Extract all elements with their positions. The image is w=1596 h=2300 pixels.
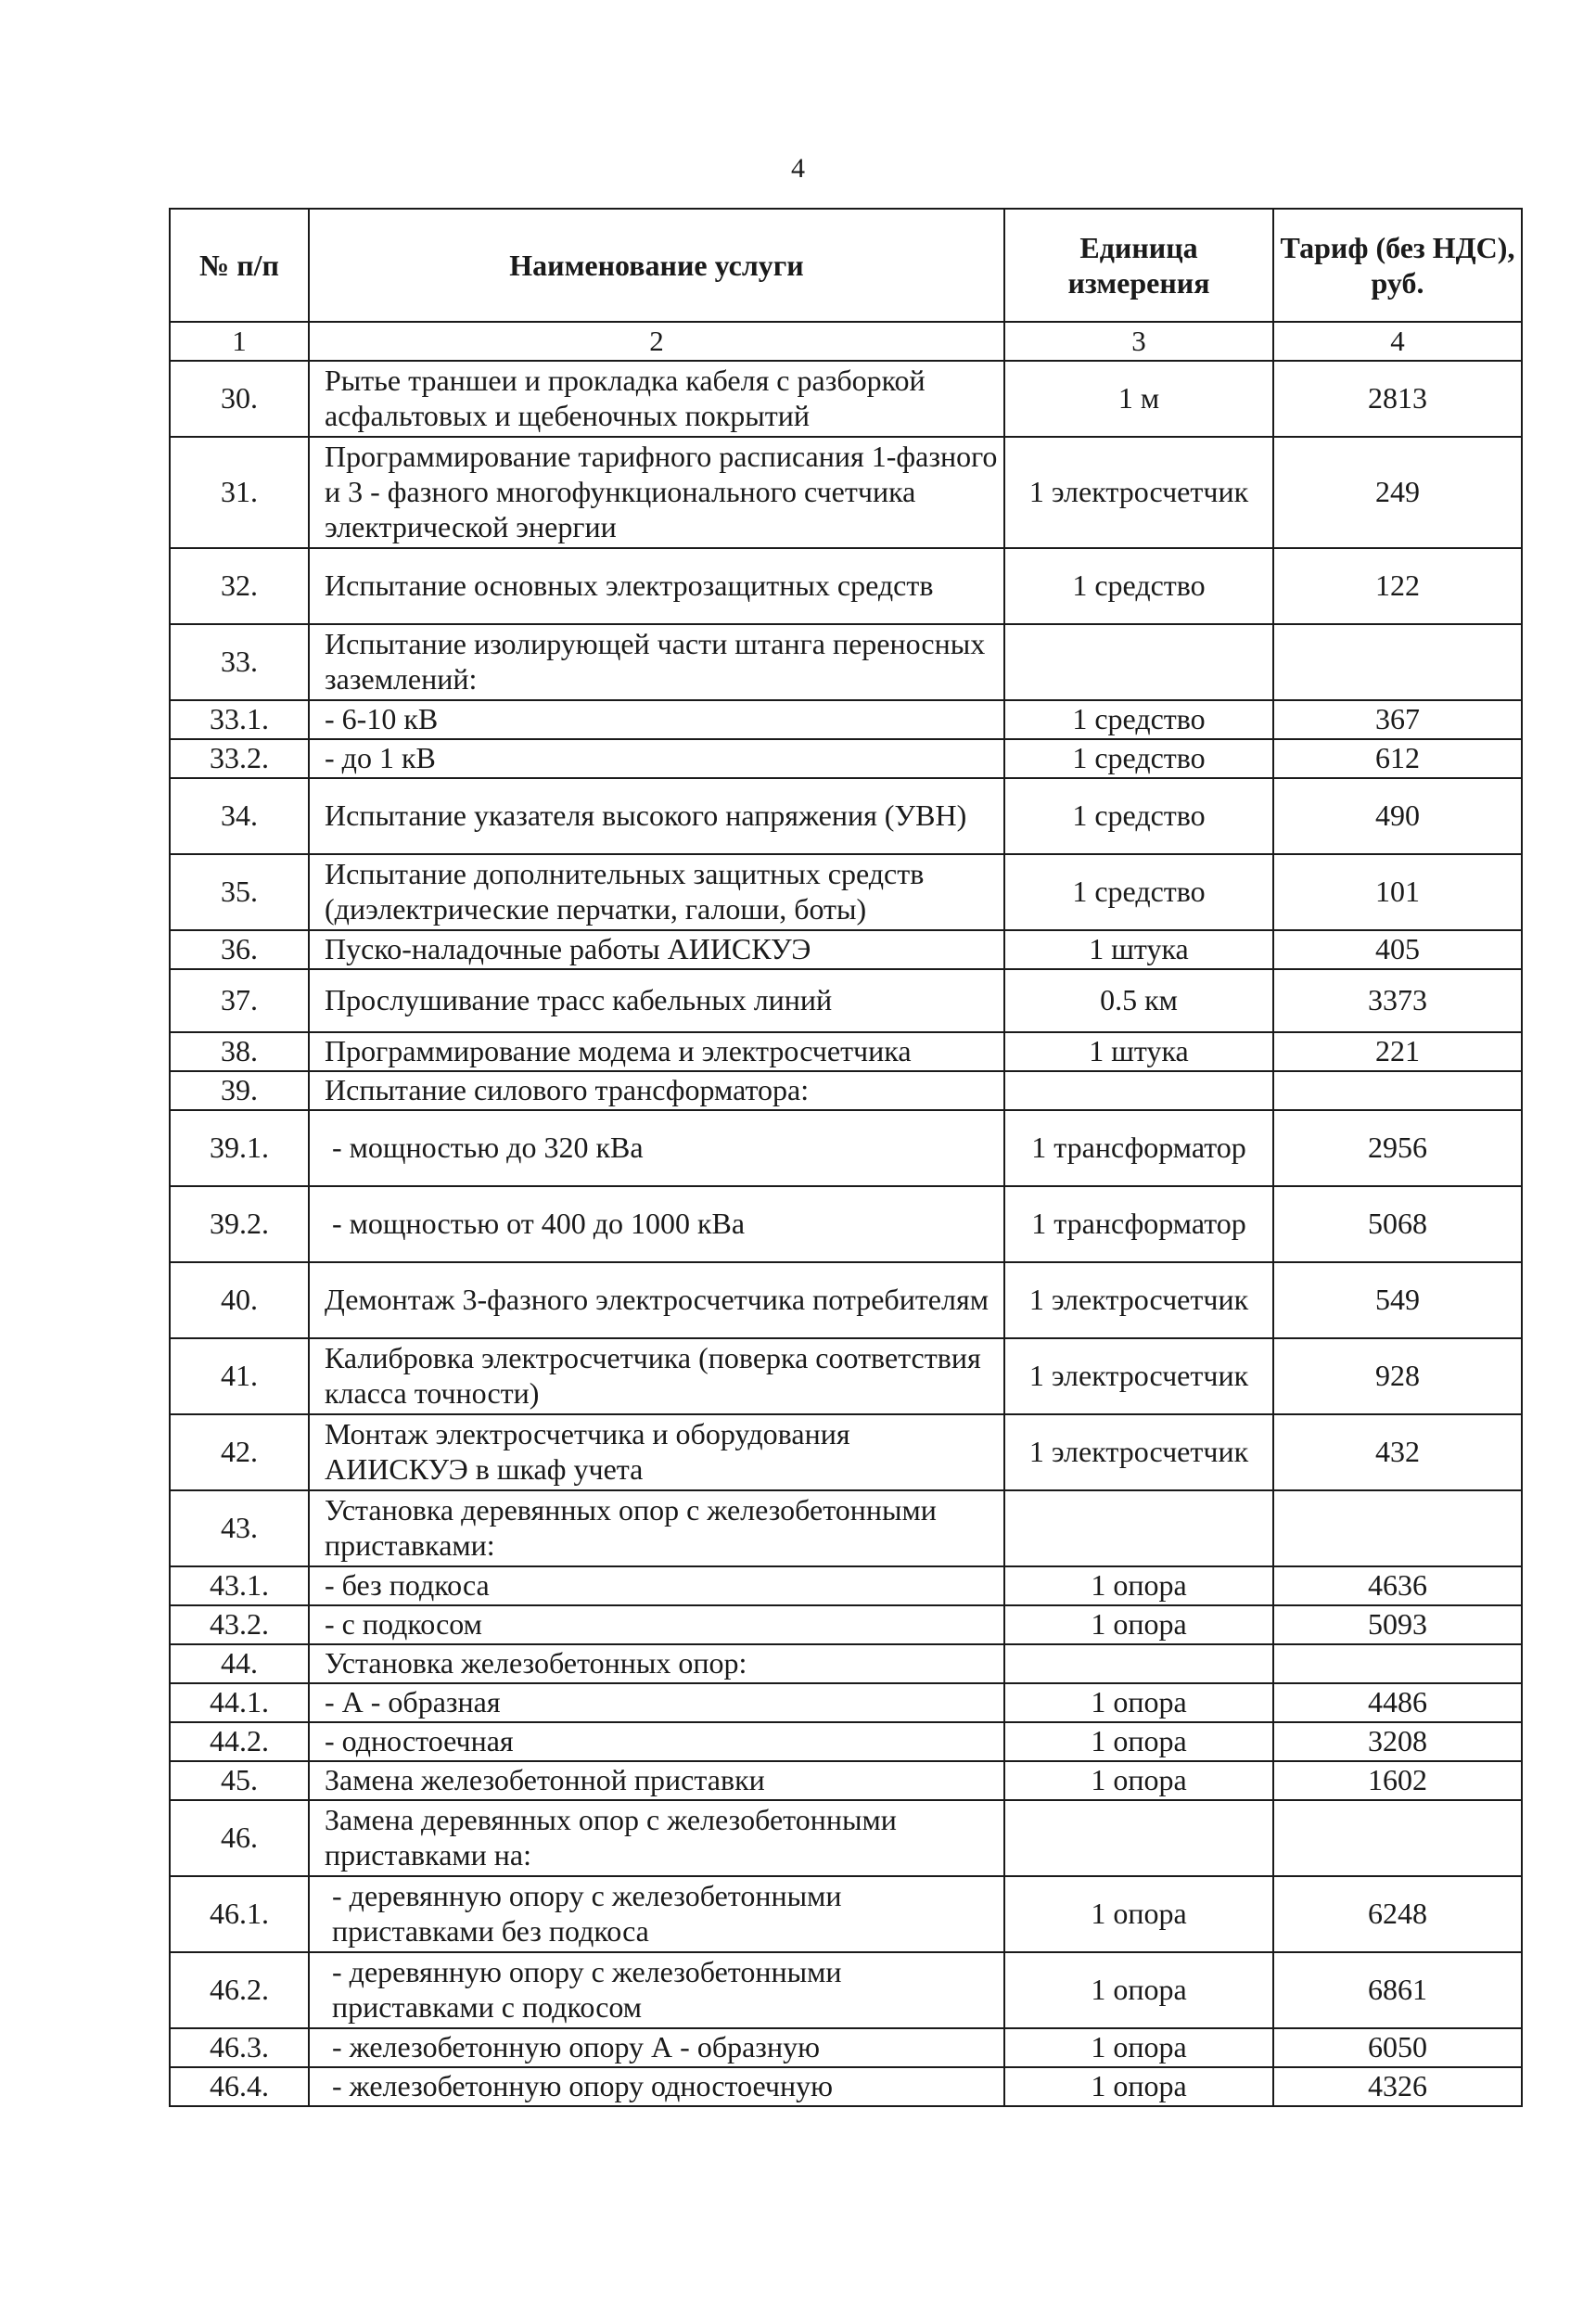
- table-row: [170, 1490, 1522, 1566]
- unit: 1 опора: [1004, 1876, 1273, 1952]
- unit: 1 электросчетчик: [1004, 437, 1273, 548]
- unit: 1 опора: [1004, 2067, 1273, 2106]
- header-num: № п/п: [170, 209, 309, 322]
- service-name: Программирование модема и электросчетчика: [309, 1032, 1004, 1071]
- unit: 0.5 км: [1004, 969, 1273, 1032]
- unit: 1 электросчетчик: [1004, 1414, 1273, 1490]
- row-number: 46.1.: [170, 1876, 309, 1952]
- row-number: 43.2.: [170, 1605, 309, 1644]
- service-name: Калибровка электросчетчика (поверка соответствия класса точности): [309, 1338, 1004, 1414]
- unit: 1 опора: [1004, 1605, 1273, 1644]
- tariff: 2813: [1273, 361, 1522, 437]
- row-number: 34.: [170, 778, 309, 854]
- tariff: 4636: [1273, 1566, 1522, 1605]
- row-number: 46.4.: [170, 2067, 309, 2106]
- service-name: Замена железобетонной приставки: [309, 1761, 1004, 1800]
- unit: [1004, 1071, 1273, 1110]
- tariff: [1273, 1071, 1522, 1110]
- service-name: - мощностью до 320 кВа: [309, 1110, 1004, 1186]
- row-number: 39.: [170, 1071, 309, 1110]
- table-row: [170, 969, 1522, 1032]
- header-unit: Единица измерения: [1004, 209, 1273, 322]
- tariff: [1273, 1644, 1522, 1683]
- service-name: Установка деревянных опор с железобетонными приставками:: [309, 1490, 1004, 1566]
- service-name: - 6-10 кВ: [309, 700, 1004, 739]
- unit: 1 штука: [1004, 1032, 1273, 1071]
- row-number: 39.1.: [170, 1110, 309, 1186]
- row-number: 46.: [170, 1800, 309, 1876]
- tariff: 1602: [1273, 1761, 1522, 1800]
- service-name: Программирование тарифного расписания 1-фазного и 3 - фазного многофункционального счетчика электрической энергии: [309, 437, 1004, 548]
- row-number: 37.: [170, 969, 309, 1032]
- unit: 1 средство: [1004, 854, 1273, 930]
- table-row: [170, 1876, 1522, 1952]
- table-header-row: [170, 209, 1522, 322]
- tariff: 6050: [1273, 2028, 1522, 2067]
- tariff: 6861: [1273, 1952, 1522, 2028]
- tariff: [1273, 1800, 1522, 1876]
- tariff: 122: [1273, 548, 1522, 624]
- tariff: 221: [1273, 1032, 1522, 1071]
- row-number: 42.: [170, 1414, 309, 1490]
- tariff-table: [169, 208, 1523, 2107]
- service-name: Демонтаж 3-фазного электросчетчика потребителям: [309, 1262, 1004, 1338]
- table-row: [170, 700, 1522, 739]
- service-name: Прослушивание трасс кабельных линий: [309, 969, 1004, 1032]
- tariff: 2956: [1273, 1110, 1522, 1186]
- row-number: 38.: [170, 1032, 309, 1071]
- service-name: - без подкоса: [309, 1566, 1004, 1605]
- service-name: Монтаж электросчетчика и оборудования АИИСКУЭ в шкаф учета: [309, 1414, 1004, 1490]
- service-name: - железобетонную опору А - образную: [309, 2028, 1004, 2067]
- table-row: [170, 1032, 1522, 1071]
- unit: 1 опора: [1004, 1761, 1273, 1800]
- table-row: [170, 1262, 1522, 1338]
- row-number: 44.2.: [170, 1722, 309, 1761]
- tariff: [1273, 624, 1522, 700]
- row-number: 41.: [170, 1338, 309, 1414]
- service-name: - деревянную опору с железобетонными приставками без подкоса: [309, 1876, 1004, 1952]
- column-number: 3: [1004, 322, 1273, 361]
- service-name: Испытание силового трансформатора:: [309, 1071, 1004, 1110]
- tariff: 3373: [1273, 969, 1522, 1032]
- table-row: [170, 548, 1522, 624]
- header-name: Наименование услуги: [309, 209, 1004, 322]
- unit: 1 средство: [1004, 739, 1273, 778]
- row-number: 40.: [170, 1262, 309, 1338]
- column-number: 4: [1273, 322, 1522, 361]
- table-row: [170, 1761, 1522, 1800]
- tariff: 6248: [1273, 1876, 1522, 1952]
- row-number: 33.2.: [170, 739, 309, 778]
- row-number: 30.: [170, 361, 309, 437]
- unit: 1 штука: [1004, 930, 1273, 969]
- unit: 1 средство: [1004, 548, 1273, 624]
- unit: [1004, 624, 1273, 700]
- tariff: 101: [1273, 854, 1522, 930]
- unit: 1 средство: [1004, 778, 1273, 854]
- table-row: [170, 1952, 1522, 2028]
- service-name: Испытание указателя высокого напряжения (УВН): [309, 778, 1004, 854]
- table-row: [170, 1338, 1522, 1414]
- row-number: 39.2.: [170, 1186, 309, 1262]
- tariff: 5093: [1273, 1605, 1522, 1644]
- table-row: [170, 930, 1522, 969]
- service-name: - с подкосом: [309, 1605, 1004, 1644]
- unit: [1004, 1490, 1273, 1566]
- unit: [1004, 1644, 1273, 1683]
- table-row: [170, 854, 1522, 930]
- row-number: 44.: [170, 1644, 309, 1683]
- unit: 1 трансформатор: [1004, 1110, 1273, 1186]
- tariff: 5068: [1273, 1186, 1522, 1262]
- unit: 1 трансформатор: [1004, 1186, 1273, 1262]
- unit: 1 м: [1004, 361, 1273, 437]
- unit: 1 средство: [1004, 700, 1273, 739]
- row-number: 45.: [170, 1761, 309, 1800]
- tariff: 4326: [1273, 2067, 1522, 2106]
- table-row: [170, 1566, 1522, 1605]
- tariff: 549: [1273, 1262, 1522, 1338]
- service-name: - деревянную опору с железобетонными приставками с подкосом: [309, 1952, 1004, 2028]
- service-name: - мощностью от 400 до 1000 кВа: [309, 1186, 1004, 1262]
- row-number: 46.2.: [170, 1952, 309, 2028]
- unit: [1004, 1800, 1273, 1876]
- service-name: Испытание основных электрозащитных средств: [309, 548, 1004, 624]
- unit: 1 электросчетчик: [1004, 1338, 1273, 1414]
- tariff: 367: [1273, 700, 1522, 739]
- service-name: Испытание дополнительных защитных средств (диэлектрические перчатки, галоши, боты): [309, 854, 1004, 930]
- table-row: [170, 1683, 1522, 1722]
- service-name: - А - образная: [309, 1683, 1004, 1722]
- tariff: 3208: [1273, 1722, 1522, 1761]
- tariff: 405: [1273, 930, 1522, 969]
- column-number-row: [170, 322, 1522, 361]
- table-row: [170, 1605, 1522, 1644]
- row-number: 36.: [170, 930, 309, 969]
- unit: 1 опора: [1004, 2028, 1273, 2067]
- column-number: 2: [309, 322, 1004, 361]
- row-number: 33.: [170, 624, 309, 700]
- unit: 1 опора: [1004, 1722, 1273, 1761]
- row-number: 44.1.: [170, 1683, 309, 1722]
- row-number: 43.: [170, 1490, 309, 1566]
- tariff: 612: [1273, 739, 1522, 778]
- row-number: 46.3.: [170, 2028, 309, 2067]
- unit: 1 опора: [1004, 1566, 1273, 1605]
- service-name: - одностоечная: [309, 1722, 1004, 1761]
- service-name: Рытье траншеи и прокладка кабеля с разборкой асфальтовых и щебеночных покрытий: [309, 361, 1004, 437]
- table-row: [170, 624, 1522, 700]
- row-number: 33.1.: [170, 700, 309, 739]
- service-name: Замена деревянных опор с железобетонными приставками на:: [309, 1800, 1004, 1876]
- tariff: 490: [1273, 778, 1522, 854]
- table-row: [170, 2067, 1522, 2106]
- tariff: [1273, 1490, 1522, 1566]
- table-row: [170, 1800, 1522, 1876]
- row-number: 31.: [170, 437, 309, 548]
- row-number: 43.1.: [170, 1566, 309, 1605]
- table-row: [170, 739, 1522, 778]
- tariff: 432: [1273, 1414, 1522, 1490]
- table-row: [170, 361, 1522, 437]
- tariff: 4486: [1273, 1683, 1522, 1722]
- table-row: [170, 1644, 1522, 1683]
- table-row: [170, 1071, 1522, 1110]
- service-name: Установка железобетонных опор:: [309, 1644, 1004, 1683]
- table-row: [170, 778, 1522, 854]
- service-name: - железобетонную опору одностоечную: [309, 2067, 1004, 2106]
- table-row: [170, 2028, 1522, 2067]
- service-name: Испытание изолирующей части штанга переносных заземлений:: [309, 624, 1004, 700]
- row-number: 32.: [170, 548, 309, 624]
- table-row: [170, 1110, 1522, 1186]
- header-price: Тариф (без НДС), руб.: [1273, 209, 1522, 322]
- service-name: - до 1 кВ: [309, 739, 1004, 778]
- table-row: [170, 1722, 1522, 1761]
- unit: 1 опора: [1004, 1683, 1273, 1722]
- service-name: Пуско-наладочные работы АИИСКУЭ: [309, 930, 1004, 969]
- unit: 1 электросчетчик: [1004, 1262, 1273, 1338]
- table-row: [170, 1186, 1522, 1262]
- table-row: [170, 1414, 1522, 1490]
- row-number: 35.: [170, 854, 309, 930]
- table-row: [170, 437, 1522, 548]
- column-number: 1: [170, 322, 309, 361]
- tariff: 249: [1273, 437, 1522, 548]
- page-number: 4: [791, 153, 805, 184]
- tariff: 928: [1273, 1338, 1522, 1414]
- unit: 1 опора: [1004, 1952, 1273, 2028]
